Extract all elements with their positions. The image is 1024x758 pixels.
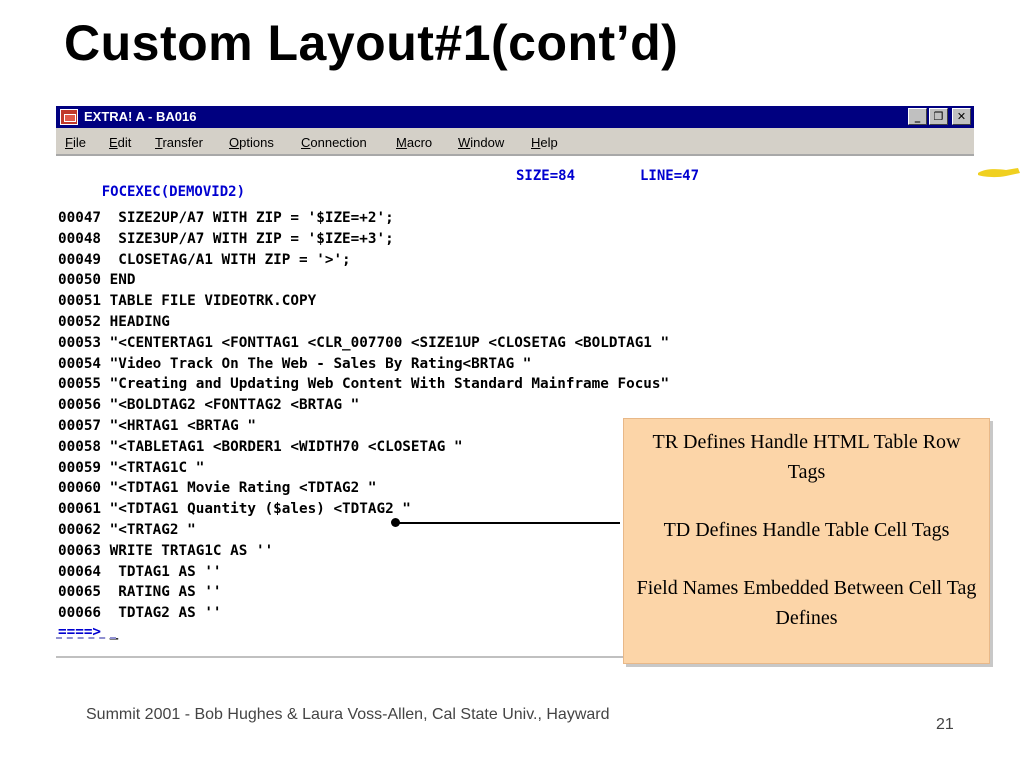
code-line: 00066 TDTAG2 AS '' xyxy=(58,605,222,622)
focexec-name: FOCEXEC(DEMOVID2) xyxy=(101,184,246,200)
code-line: 00049 CLOSETAG/A1 WITH ZIP = '>'; xyxy=(58,251,351,268)
menu-connection[interactable]: Connection xyxy=(301,135,367,150)
window-title: EXTRA! A - BA016 xyxy=(84,109,197,124)
code-line: 00057 "<HRTAG1 <BRTAG " xyxy=(58,417,256,434)
menu-macro[interactable]: Macro xyxy=(396,135,433,150)
prompt-underline xyxy=(56,637,116,639)
menu-options[interactable]: Options xyxy=(229,135,274,150)
code-line: 00048 SIZE3UP/A7 WITH ZIP = '$IZE=+3'; xyxy=(58,230,394,247)
code-line: 00050 END xyxy=(58,272,136,289)
page-number: 21 xyxy=(936,716,954,733)
slide-footer: Summit 2001 - Bob Hughes & Laura Voss-Allen, Cal State Univ., Hayward xyxy=(86,706,610,723)
line-indicator: LINE=47 xyxy=(640,168,700,184)
code-line: 00062 "<TRTAG2 " xyxy=(58,521,196,538)
code-line: 00053 "<CENTERTAG1 <FONTTAG1 <CLR_007700 <SIZE1UP <CLOSETAG <BOLDTAG1 " xyxy=(58,334,670,351)
window-titlebar[interactable] xyxy=(56,106,974,128)
minimize-button[interactable]: _ xyxy=(908,108,927,125)
pointer-line xyxy=(396,522,620,524)
terminal-header xyxy=(68,168,700,200)
highlight-stroke xyxy=(978,168,1020,177)
text-cursor: _ xyxy=(109,624,119,640)
code-line: 00060 "<TDTAG1 Movie Rating <TDTAG2 " xyxy=(58,480,377,497)
code-line: 00061 "<TDTAG1 Quantity ($ales) <TDTAG2 " xyxy=(58,501,411,518)
menu-file[interactable]: File xyxy=(65,135,86,150)
code-line: 00052 HEADING xyxy=(58,313,170,330)
code-line: 00059 "<TRTAG1C " xyxy=(58,459,205,476)
menu-window[interactable]: Window xyxy=(458,135,505,150)
code-line: 00056 "<BOLDTAG2 <FONTTAG2 <BRTAG " xyxy=(58,397,360,414)
code-line: 00047 SIZE2UP/A7 WITH ZIP = '$IZE=+2'; xyxy=(58,210,394,226)
callout-tr-note: TR Defines Handle HTML Table Row Tags xyxy=(652,431,961,483)
callout-field-note: Field Names Embedded Between Cell Tag Defines xyxy=(636,577,977,629)
menu-bar xyxy=(56,128,974,156)
highlighter-mark xyxy=(976,164,1022,182)
prompt-arrow: ====> xyxy=(58,624,102,640)
code-line: 00051 TABLE FILE VIDEOTRK.COPY xyxy=(58,293,317,310)
slide-title: Custom Layout#1(cont’d) xyxy=(64,15,679,71)
callout-td-note: TD Defines Handle Table Cell Tags xyxy=(663,519,950,541)
menu-transfer[interactable]: Transfer xyxy=(155,135,203,150)
close-button[interactable]: ✕ xyxy=(952,108,971,125)
code-line: 00055 "Creating and Updating Web Content With Standard Mainframe Focus" xyxy=(58,376,670,393)
size-indicator: SIZE=84 xyxy=(516,168,576,184)
code-line: 00063 WRITE TRTAG1C AS '' xyxy=(58,542,274,559)
app-icon[interactable] xyxy=(60,109,78,125)
menu-help[interactable]: Help xyxy=(531,135,558,150)
code-line: 00065 RATING AS '' xyxy=(58,584,222,601)
menu-edit[interactable]: Edit xyxy=(109,135,132,150)
callout-box xyxy=(623,418,990,664)
code-line: 00064 TDTAG1 AS '' xyxy=(58,563,222,580)
maximize-button[interactable]: ❐ xyxy=(929,108,948,125)
code-line: 00054 "Video Track On The Web - Sales By Rating<BRTAG " xyxy=(58,355,532,372)
code-line: 00058 "<TABLETAG1 <BORDER1 <WIDTH70 <CLOSETAG " xyxy=(58,438,463,455)
